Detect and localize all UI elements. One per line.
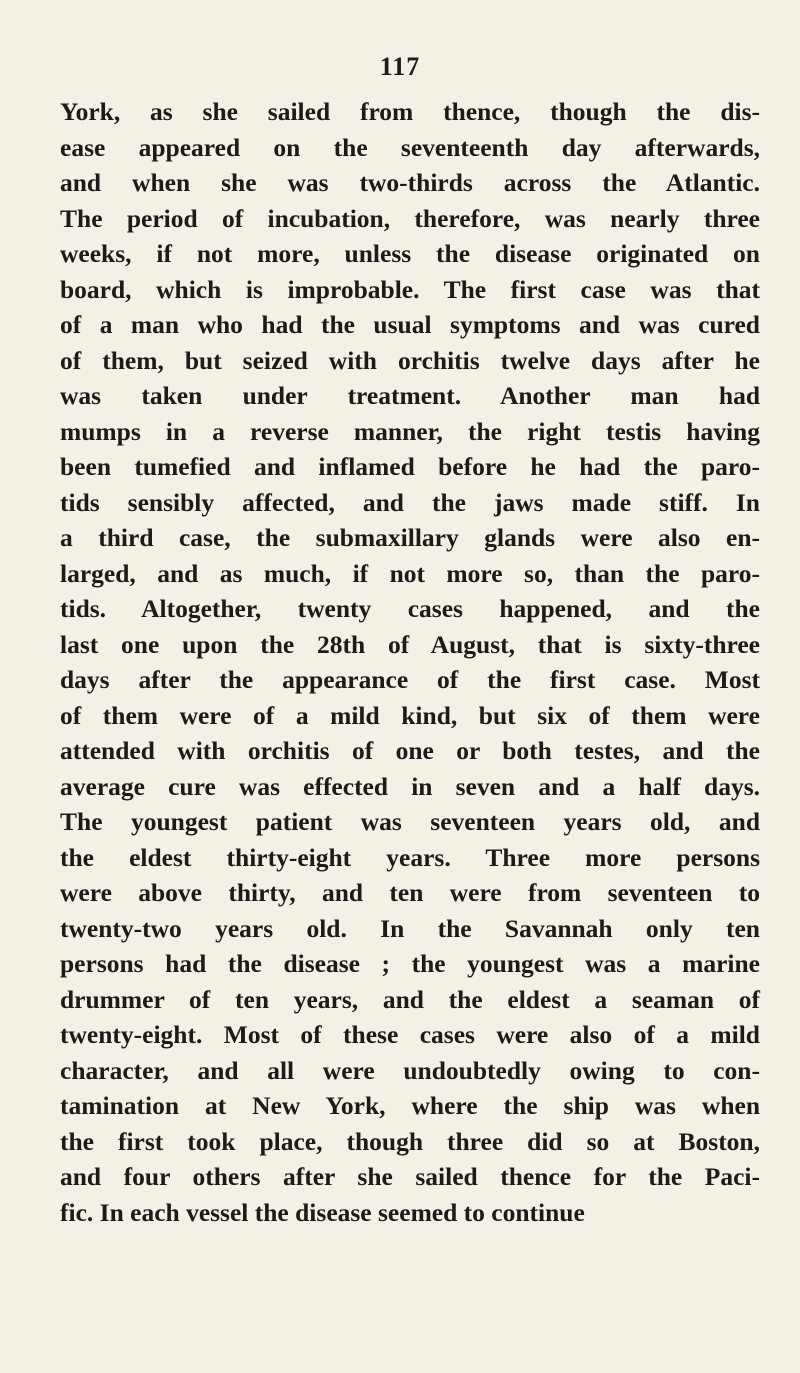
- text-line: average cure was effected in seven and a half days.: [60, 771, 760, 801]
- text-line: attended with orchitis of one or both testes, and the: [60, 736, 760, 765]
- text-line: days after the appearance of the first case. Most: [60, 665, 760, 694]
- text-line: twenty-eight. Most of these cases were also of a mild: [60, 1020, 760, 1049]
- text-line: drummer of ten years, and the eldest a seaman of: [60, 984, 760, 1014]
- text-line: and when she was two-thirds across the Atlantic.: [60, 168, 760, 197]
- text-line: the eldest thirty-eight years. Three more persons: [60, 842, 760, 872]
- text-line: tamination at New York, where the ship was when: [60, 1091, 760, 1120]
- text-line: board, which is improbable. The first case was that: [60, 274, 760, 304]
- text-line: was taken under treatment. Another man had: [60, 381, 760, 410]
- page-number: 117: [379, 52, 421, 81]
- text-line: weeks, if not more, unless the disease originated on: [60, 239, 760, 268]
- text-line: of them, but seized with orchitis twelve days after he: [60, 345, 760, 375]
- text-line: tids sensibly affected, and the jaws made stiff. In: [60, 487, 760, 517]
- text-line: fic. In each vessel the disease seemed to continue: [60, 1197, 585, 1227]
- text-line: mumps in a reverse manner, the right testis having: [60, 416, 760, 446]
- text-line: ease appeared on the seventeenth day afterwards,: [60, 132, 760, 162]
- text-line: and four others after she sailed thence for the Paci-: [60, 1162, 760, 1191]
- text-line: a third case, the submaxillary glands were also en-: [60, 523, 760, 552]
- text-line: persons had the disease ; the youngest was a marine: [60, 949, 760, 978]
- text-line: of them were of a mild kind, but six of them were: [60, 700, 760, 730]
- text-line: last one upon the 28th of August, that is sixty-three: [60, 629, 760, 659]
- body-text: [60, 94, 760, 1230]
- text-line: York, as she sailed from thence, though the dis-: [60, 97, 760, 126]
- text-line: tids. Altogether, twenty cases happened, and the: [60, 594, 760, 623]
- text-line: character, and all were undoubtedly owing to con-: [60, 1055, 760, 1085]
- text-line: of a man who had the usual symptoms and was cured: [60, 310, 760, 339]
- text-line: The period of incubation, therefore, was nearly three: [60, 203, 760, 233]
- text-line: been tumefied and inflamed before he had the paro-: [60, 452, 760, 481]
- text-line: were above thirty, and ten were from seventeen to: [60, 878, 760, 907]
- text-line: twenty-two years old. In the Savannah only ten: [60, 913, 760, 943]
- text-line: larged, and as much, if not more so, than the paro-: [60, 558, 760, 588]
- text-line: the first took place, though three did so at Boston,: [60, 1126, 760, 1156]
- text-line: The youngest patient was seventeen years old, and: [60, 807, 760, 836]
